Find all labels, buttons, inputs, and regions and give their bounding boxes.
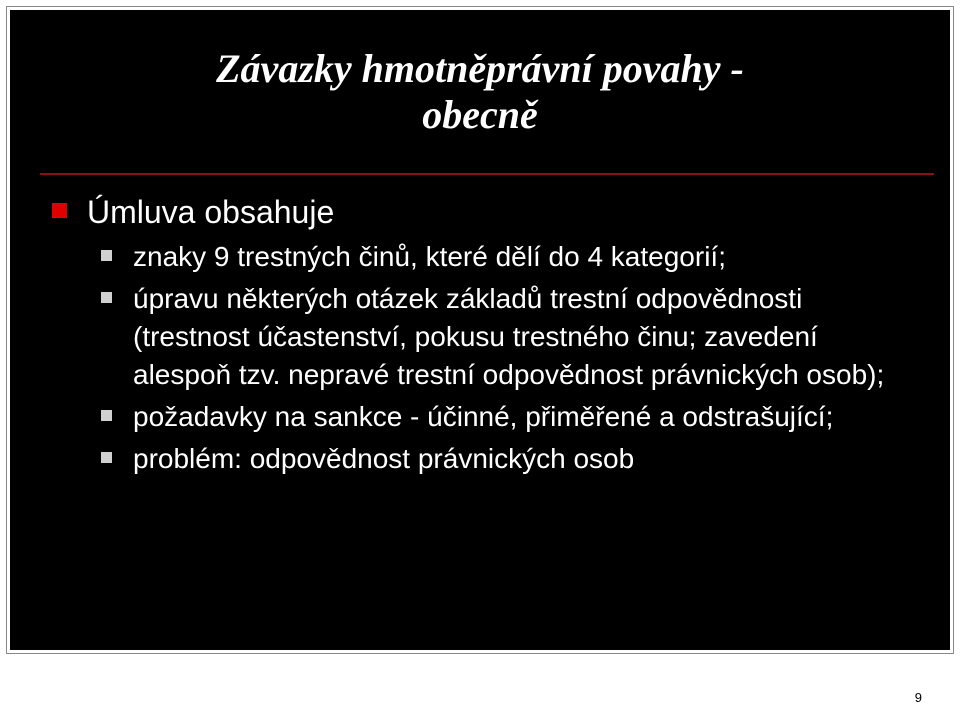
page-number: 9 [914,690,922,705]
sub-bullet-item [101,398,910,436]
square-bullet-icon [101,410,112,421]
sub-bullet-item [101,238,910,276]
square-bullet-icon [101,250,112,261]
slide-title-line-1: Závazky hmotněprávní povahy - [216,46,744,91]
sub-bullet-text: požadavky na sankce - účinné, přiměřené a odstrašující; [133,401,834,432]
slide-frame [6,6,954,654]
main-bullet-item [52,192,910,232]
sub-bullet-text: problém: odpovědnost právnických osob [133,443,635,474]
slide-title-line-2: obecně [422,92,538,137]
square-bullet-icon [101,292,112,303]
slide-content [52,192,910,482]
sub-bullet-item [101,440,910,478]
sub-bullet-text: znaky 9 trestných činů, které dělí do 4 kategorií; [133,241,726,272]
square-bullet-icon [52,203,67,218]
sub-bullet-list [101,238,910,478]
slide [10,10,950,650]
slide-title [10,46,950,138]
title-divider [40,173,934,175]
main-bullet-text: Úmluva obsahuje [87,194,335,230]
sub-bullet-item [101,280,910,394]
sub-bullet-text: úpravu některých otázek základů trestní odpovědnosti (trestnost účastenství, pokusu trestného činu; zavedení alespoň tzv. nepravé trestní odpovědnost právnických osob); [133,283,885,390]
square-bullet-icon [101,452,112,463]
